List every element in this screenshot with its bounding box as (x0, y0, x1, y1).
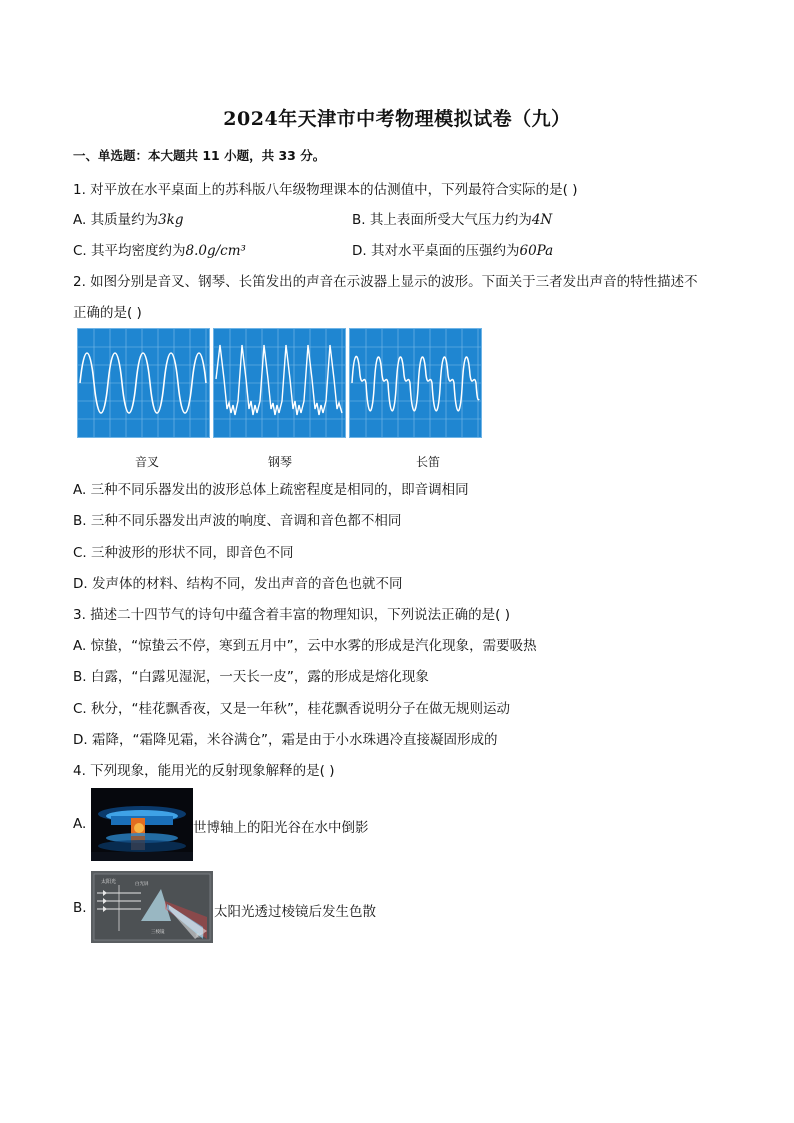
q1-option-a[interactable] (73, 208, 184, 228)
q4-option-b-label[interactable]: B. (73, 900, 87, 916)
expo-axis-reflection-photo (91, 788, 193, 861)
oscilloscope-tuning-fork (77, 328, 210, 438)
q1-option-b-value: 4N (531, 212, 553, 228)
q2-option-b[interactable]: B. 三种不同乐器发出声波的响度、音调和音色都不相同 (73, 513, 402, 529)
q1-option-d-value: 60Pa (519, 243, 554, 259)
q1-option-d-text: D. 其对水平桌面的压强约为 (352, 243, 520, 259)
oscilloscope-piano (213, 328, 346, 438)
oscilloscope-flute (349, 328, 482, 438)
q2-option-a[interactable]: A. 三种不同乐器发出的波形总体上疏密程度是相同的，即音调相同 (73, 482, 469, 498)
q2-stem-line2: 正确的是( ) (73, 305, 142, 321)
page-title: 2024年天津市中考物理模拟试卷（九） (223, 108, 571, 130)
label-piano: 钢琴 (267, 455, 292, 469)
q4-option-a-label[interactable]: A. (73, 816, 87, 832)
prism-label-sunlight: 太阳光 (101, 879, 117, 885)
prism-label-prism: 三棱镜 (151, 930, 165, 935)
q3-option-b[interactable]: B. 白露，“白露见湿泥，一天长一皮”，露的形成是熔化现象 (73, 669, 429, 685)
prism-label-screen: 白光屏 (135, 882, 149, 887)
tuning-fork-waveform (78, 329, 209, 437)
q4-stem: 4. 下列现象，能用光的反射现象解释的是( ) (73, 763, 335, 779)
q1-option-c[interactable] (73, 239, 246, 259)
prism-label-light-screen: 光屏 (195, 934, 204, 939)
q1-option-b-text: B. 其上表面所受大气压力约为 (352, 212, 532, 228)
prism-dispersion-diagram (91, 871, 213, 943)
q3-option-a[interactable]: A. 惊蛰，“惊蛰云不停，寒到五月中”，云中水雾的形成是汽化现象，需要吸热 (73, 638, 537, 654)
q1-option-d[interactable] (352, 239, 553, 259)
q1-option-c-text: C. 其平均密度约为 (73, 243, 186, 259)
q2-option-c[interactable]: C. 三种波形的形状不同，即音色不同 (73, 545, 294, 561)
q3-option-c[interactable]: C. 秋分，“桂花飘香夜，又是一年秋”，桂花飘香说明分子在做无规则运动 (73, 701, 510, 717)
q1-option-a-text: A. 其质量约为 (73, 212, 159, 228)
flute-waveform (350, 329, 481, 437)
q2-option-d[interactable]: D. 发声体的材料、结构不同，发出声音的音色也就不同 (73, 576, 403, 592)
q3-stem: 3. 描述二十四节气的诗句中蕴含着丰富的物理知识，下列说法正确的是( ) (73, 607, 510, 623)
section-heading: 一、单选题：本大题共 11 小题，共 33 分。 (73, 148, 326, 163)
q1-option-a-value: 3kg (158, 212, 184, 228)
q2-stem-line1: 2. 如图分别是音叉、钢琴、长笛发出的声音在示波器上显示的波形。下面关于三者发出声音的特性描述不 (73, 274, 698, 290)
label-flute: 长笛 (415, 455, 440, 469)
piano-waveform (214, 329, 345, 437)
q3-option-d[interactable]: D. 霜降，“霜降见霜，米谷满仓”，霜是由于小水珠遇冷直接凝固形成的 (73, 732, 498, 748)
q1-option-b[interactable] (352, 208, 552, 228)
label-tuning-fork: 音叉 (134, 455, 159, 469)
q1-option-c-value: 8.0g/cm³ (185, 243, 246, 259)
q4-option-a-text[interactable]: 世博轴上的阳光谷在水中倒影 (193, 820, 369, 836)
q4-option-b-text[interactable]: 太阳光透过棱镜后发生色散 (214, 904, 376, 920)
q1-stem: 1. 对平放在水平桌面上的苏科版八年级物理课本的估测值中，下列最符合实际的是( ) (73, 182, 578, 198)
